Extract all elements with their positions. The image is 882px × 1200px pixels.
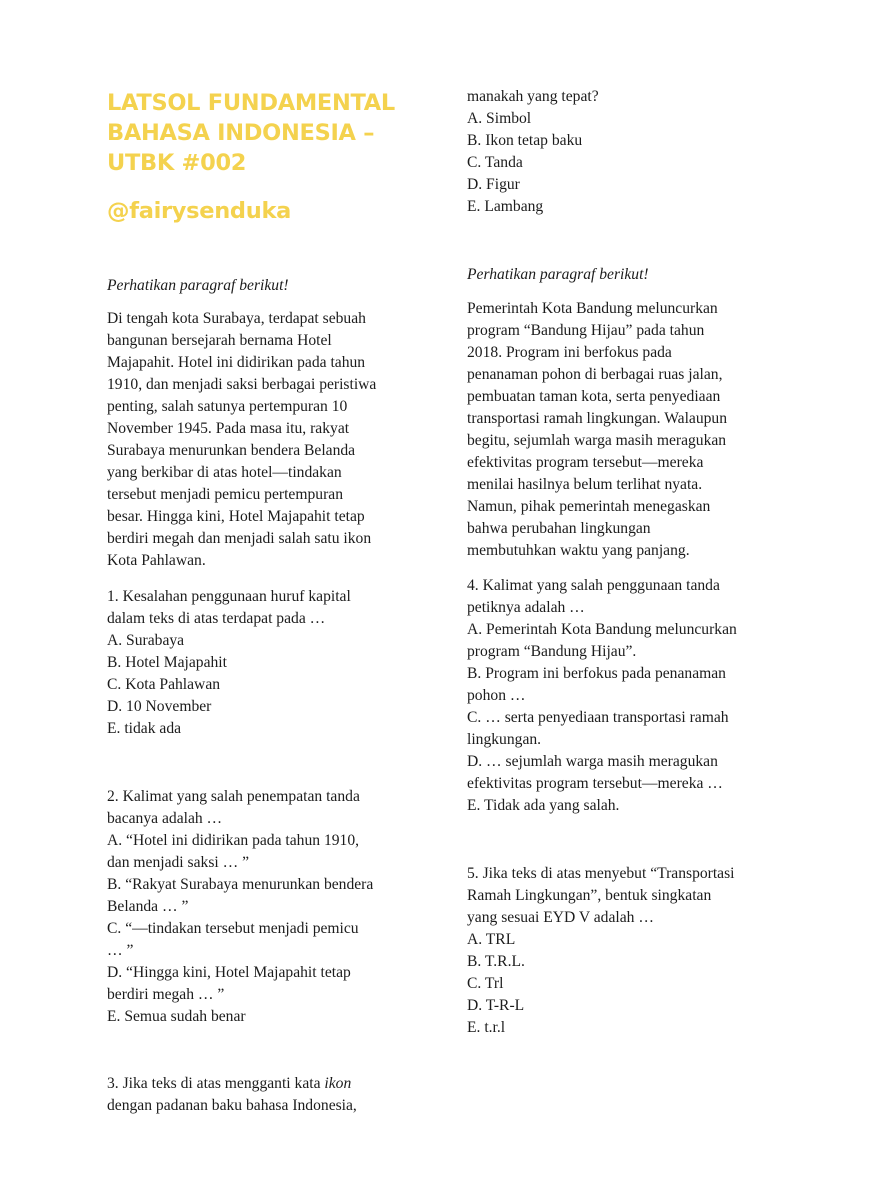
question-line: 2. Kalimat yang salah penempatan tanda — [107, 788, 360, 805]
option-c-cont: … ” — [107, 942, 134, 959]
option-b: B. Ikon tetap baku — [467, 132, 583, 149]
option-b: B. T.R.L. — [467, 953, 525, 970]
question-4 — [467, 575, 777, 817]
option-c: C. Trl — [467, 975, 504, 992]
passage-surabaya — [107, 308, 417, 572]
option-a: A. Simbol — [467, 110, 532, 127]
passage-line: pembuatan taman kota, serta penyediaan — [467, 388, 721, 405]
option-e: E. Tidak ada yang salah. — [467, 797, 620, 814]
passage-line: berdiri megah dan menjadi salah satu ikon — [107, 530, 372, 547]
passage-line: yang berkibar di atas hotel—tindakan — [107, 464, 342, 481]
option-a-cont: program “Bandung Hijau”. — [467, 643, 637, 660]
passage-line: begitu, sejumlah warga masih meragukan — [467, 432, 727, 449]
passage-line: efektivitas program tersebut—mereka — [467, 454, 704, 471]
question-line: manakah yang tepat? — [467, 88, 599, 105]
passage-line: Kota Pahlawan. — [107, 552, 206, 569]
passage-line: Namun, pihak pemerintah menegaskan — [467, 498, 711, 515]
option-a: A. TRL — [467, 931, 516, 948]
instruction-right: Perhatikan paragraf berikut! — [467, 266, 649, 283]
question-line: dengan padanan baku bahasa Indonesia, — [107, 1097, 357, 1114]
passage-line: Di tengah kota Surabaya, terdapat sebuah — [107, 310, 366, 327]
option-d: D. … sejumlah warga masih meragukan — [467, 753, 718, 770]
option-b-cont: Belanda … ” — [107, 898, 189, 915]
question-3 — [107, 1073, 417, 1117]
passage-line: Majapahit. Hotel ini didirikan pada tahun — [107, 354, 366, 371]
option-e: E. Lambang — [467, 198, 544, 215]
option-b: B. “Rakyat Surabaya menurunkan bendera — [107, 876, 374, 893]
author-handle: @fairysenduka — [107, 198, 291, 224]
question-line: dalam teks di atas terdapat pada … — [107, 610, 326, 627]
question-line: bacanya adalah … — [107, 810, 223, 827]
passage-line: besar. Hingga kini, Hotel Majapahit tetap — [107, 508, 365, 525]
passage-line: transportasi ramah lingkungan. Walaupun — [467, 410, 728, 427]
title-line: UTBK #002 — [107, 150, 247, 176]
option-a: A. Pemerintah Kota Bandung meluncurkan — [467, 621, 737, 638]
question-5 — [467, 863, 777, 1039]
option-e: E. t.r.l — [467, 1019, 506, 1036]
option-d: D. Figur — [467, 176, 520, 193]
option-d: D. 10 November — [107, 698, 212, 715]
q3-text: 3. Jika teks di atas mengganti kata — [107, 1075, 325, 1092]
option-c-cont: lingkungan. — [467, 731, 542, 748]
passage-line: Pemerintah Kota Bandung meluncurkan — [467, 300, 718, 317]
question-line — [107, 1073, 417, 1095]
question-2 — [107, 786, 417, 1028]
option-c: C. “—tindakan tersebut menjadi pemicu — [107, 920, 359, 937]
document-title — [107, 88, 427, 178]
question-line: 1. Kesalahan penggunaan huruf kapital — [107, 588, 351, 605]
passage-line: program “Bandung Hijau” pada tahun — [467, 322, 705, 339]
passage-line: membutuhkan waktu yang panjang. — [467, 542, 690, 559]
passage-line: bahwa perubahan lingkungan — [467, 520, 651, 537]
passage-line: Surabaya menurunkan bendera Belanda — [107, 442, 356, 459]
passage-line: penanaman pohon di berbagai ruas jalan, — [467, 366, 723, 383]
passage-line: menilai hasilnya belum terlihat nyata. — [467, 476, 703, 493]
option-a: A. Surabaya — [107, 632, 185, 649]
option-d-cont: efektivitas program tersebut—mereka … — [467, 775, 723, 792]
passage-line: tersebut menjadi pemicu pertempuran — [107, 486, 343, 503]
question-line: 5. Jika teks di atas menyebut “Transportasi — [467, 865, 735, 882]
option-a-cont: dan menjadi saksi … ” — [107, 854, 250, 871]
option-c: C. … serta penyediaan transportasi ramah — [467, 709, 729, 726]
question-line: yang sesuai EYD V adalah … — [467, 909, 654, 926]
instruction-left: Perhatikan paragraf berikut! — [107, 277, 289, 294]
option-d: D. “Hingga kini, Hotel Majapahit tetap — [107, 964, 351, 981]
title-line: BAHASA INDONESIA – — [107, 120, 375, 146]
option-d: D. T-R-L — [467, 997, 525, 1014]
passage-bandung — [467, 298, 777, 562]
passage-line: penting, salah satunya pertempuran 10 — [107, 398, 348, 415]
question-line: 4. Kalimat yang salah penggunaan tanda — [467, 577, 720, 594]
question-line: Ramah Lingkungan”, bentuk singkatan — [467, 887, 712, 904]
option-c: C. Tanda — [467, 154, 523, 171]
passage-line: 2018. Program ini berfokus pada — [467, 344, 672, 361]
title-line: LATSOL FUNDAMENTAL — [107, 90, 395, 116]
option-c: C. Kota Pahlawan — [107, 676, 221, 693]
option-d-cont: berdiri megah … ” — [107, 986, 225, 1003]
passage-line: 1910, dan menjadi saksi berbagai peristiwa — [107, 376, 377, 393]
option-b-cont: pohon … — [467, 687, 526, 704]
question-line: petiknya adalah … — [467, 599, 585, 616]
option-b: B. Hotel Majapahit — [107, 654, 227, 671]
option-e: E. Semua sudah benar — [107, 1008, 246, 1025]
passage-line: bangunan bersejarah bernama Hotel — [107, 332, 332, 349]
option-b: B. Program ini berfokus pada penanaman — [467, 665, 726, 682]
passage-line: November 1945. Pada masa itu, rakyat — [107, 420, 350, 437]
question-1 — [107, 586, 417, 740]
option-e: E. tidak ada — [107, 720, 182, 737]
q3-italic-word: ikon — [324, 1075, 352, 1092]
option-a: A. “Hotel ini didirikan pada tahun 1910, — [107, 832, 360, 849]
question-3-continued — [467, 86, 777, 218]
